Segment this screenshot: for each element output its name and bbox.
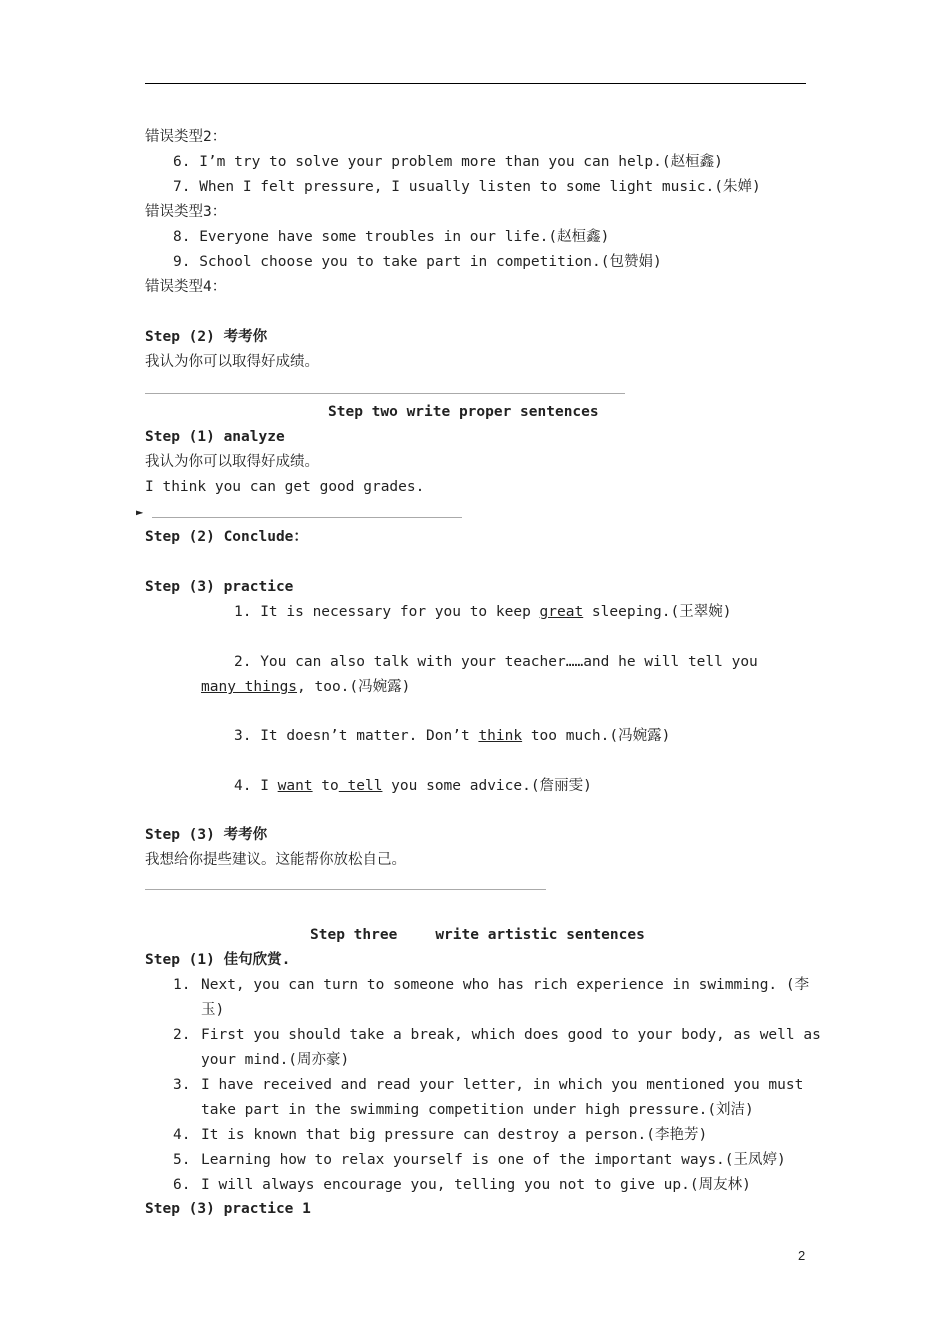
step-three-title-a: Step three <box>310 927 398 943</box>
practice-4-text-a: 4. I <box>234 778 278 794</box>
step2-test-heading: Step (2) 考考你 <box>145 329 268 345</box>
practice-1-text-b: sleeping.(王翠婉) <box>583 604 732 620</box>
answer-blank-3[interactable] <box>145 889 546 890</box>
artistic-item-1-line-2: 玉) <box>201 1002 225 1018</box>
practice-sentence-2-line-2 <box>201 677 410 697</box>
error-type-4-label: 错误类型4： <box>145 279 227 295</box>
analyze-chinese-sentence: 我认为你可以取得好成绩。 <box>145 454 319 470</box>
artistic-item-2-line-1: First you should take a break, which does good to your body, as well as <box>201 1027 821 1043</box>
error-sentence-6: 6. I’m try to solve your problem more than you can help.(赵桓鑫) <box>173 154 723 170</box>
practice-sentence-2-line-1: 2. You can also talk with your teacher……and he will tell you <box>234 654 758 670</box>
artistic-item-3-number: 3. <box>173 1077 191 1093</box>
practice-3-underlined: think <box>478 728 523 744</box>
step-two-practice-heading: Step (3) practice <box>145 579 294 595</box>
step-two-analyze-heading: Step (1) analyze <box>145 429 285 445</box>
step-two-test-heading: Step (3) 考考你 <box>145 827 268 843</box>
step2-test-prompt: 我认为你可以取得好成绩。 <box>145 354 319 370</box>
analyze-english-sentence: I think you can get good grades. <box>145 479 425 495</box>
practice-2-underlined: many things <box>201 679 298 695</box>
practice-sentence-3 <box>234 726 670 746</box>
practice-3-text-a: 3. It doesn’t matter. Don’t <box>234 728 479 744</box>
step-three-appreciate-heading: Step (1) 佳句欣赏. <box>145 952 291 968</box>
practice-1-text-a: 1. It is necessary for you to keep <box>234 604 540 620</box>
error-type-3-label: 错误类型3： <box>145 204 227 220</box>
artistic-item-4: It is known that big pressure can destroy a person.(李艳芳) <box>201 1127 708 1143</box>
artistic-item-3-line-1: I have received and read your letter, in which you mentioned you must <box>201 1077 804 1093</box>
artistic-item-6-number: 6. <box>173 1177 191 1193</box>
practice-sentence-4 <box>234 776 592 796</box>
error-sentence-8: 8. Everyone have some troubles in our life.(赵桓鑫) <box>173 229 610 245</box>
artistic-item-1-line-1: Next, you can turn to someone who has rich experience in swimming. (李 <box>201 977 810 993</box>
step-three-practice-heading: Step (3) practice 1 <box>145 1201 311 1217</box>
step-two-conclude-heading: Step (2) Conclude： <box>145 529 308 545</box>
artistic-item-2-line-2: your mind.(周亦豪) <box>201 1052 350 1068</box>
arrow-bullet-icon: ► <box>136 505 144 519</box>
answer-blank-2[interactable] <box>152 517 462 518</box>
practice-3-text-b: too much.(冯婉露) <box>522 728 671 744</box>
error-sentence-7: 7. When I felt pressure, I usually listen to some light music.(朱婵) <box>173 179 761 195</box>
page-number: 2 <box>798 1248 806 1263</box>
artistic-item-4-number: 4. <box>173 1127 191 1143</box>
practice-sentence-1 <box>234 602 731 622</box>
answer-blank-1[interactable] <box>145 393 625 394</box>
step-three-title <box>310 925 645 945</box>
step-two-title: Step two write proper sentences <box>328 404 599 420</box>
practice-1-underlined: great <box>539 604 584 620</box>
artistic-item-3-line-2: take part in the swimming competition under high pressure.(刘洁) <box>201 1102 754 1118</box>
practice-2-text-b: , too.(冯婉露) <box>297 679 411 695</box>
step-two-test-prompt: 我想给你提些建议。这能帮你放松自己。 <box>145 852 406 868</box>
header-rule <box>145 83 806 84</box>
artistic-item-5: Learning how to relax yourself is one of the important ways.(王凤婷) <box>201 1152 786 1168</box>
artistic-item-5-number: 5. <box>173 1152 191 1168</box>
artistic-item-6: I will always encourage you, telling you not to give up.(周友林) <box>201 1177 751 1193</box>
practice-4-underlined-1: want <box>277 778 313 794</box>
practice-4-underlined-2: tell <box>338 778 383 794</box>
step-three-title-b: write artistic sentences <box>435 927 645 943</box>
artistic-item-2-number: 2. <box>173 1027 191 1043</box>
practice-4-text-b: you some advice.(詹丽雯) <box>382 778 592 794</box>
practice-4-text-mid: to <box>312 778 339 794</box>
error-sentence-9: 9. School choose you to take part in competition.(包赞娟) <box>173 254 662 270</box>
artistic-item-1-number: 1. <box>173 977 191 993</box>
error-type-2-label: 错误类型2： <box>145 129 227 145</box>
